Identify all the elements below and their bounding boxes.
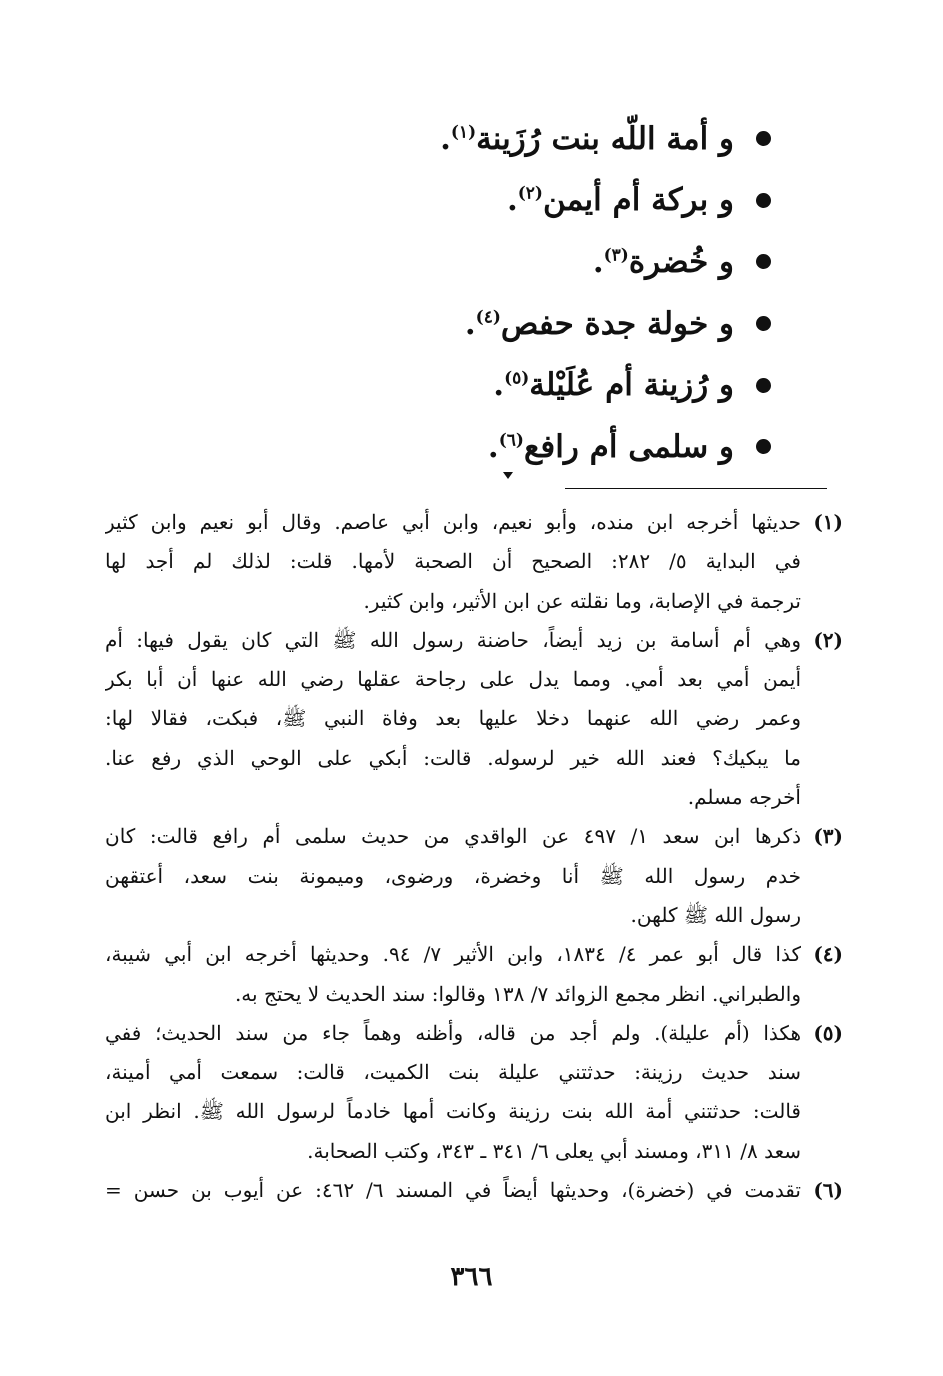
bullet-item: [331, 354, 771, 416]
footnote-ref[interactable]: (٢): [517, 184, 543, 205]
footnote-line: قالت: حدثتني أمة الله بنت رزينة وكانت أمها خادماً لرسول الله ﷺ. انظر ابن: [105, 1099, 801, 1124]
footnote-line: رسول الله ﷺ كلهن.: [630, 902, 801, 927]
footnote-line: سند حديث رزينة: حدثتني عليلة بنت الكميت، قالت: سمعت أمي أمينة،: [105, 1060, 801, 1085]
footnote-number: (١): [813, 510, 843, 534]
footnote-ref[interactable]: (١): [450, 122, 477, 143]
footnote-4: [105, 935, 843, 1014]
footnote-number: (٦): [813, 1178, 843, 1203]
footnote-line: تقدمت في (خضرة)، وحديثها أيضاً في المسند ٦/ ٤٦٢: عن أيوب بن حسن =: [105, 1178, 801, 1203]
bullet-list: [331, 108, 771, 478]
footnote-ref[interactable]: (٥): [504, 368, 530, 389]
footnote-5: [105, 1014, 843, 1171]
footnote-text: [105, 935, 801, 1014]
bullet-dot-icon: [756, 316, 771, 331]
bullet-text: و خولة جدة حفص$^{(٤)}$.: [464, 305, 734, 342]
footnote-3: [105, 817, 843, 935]
bullet-dot-icon: [756, 254, 771, 269]
footnote-text: [105, 1014, 801, 1171]
bullet-item: [331, 231, 771, 293]
footnote-ref[interactable]: (٤): [475, 307, 501, 328]
footnote-ref[interactable]: (٣): [603, 245, 629, 266]
bullet-text: و بركة أم أيمن$^{(٢)}$.: [506, 182, 734, 219]
footnote-number: (٢): [813, 627, 843, 652]
footnote-line: حديثها أخرجه ابن منده، وأبو نعيم، وابن أبي عاصم. وقال أبو نعيم وابن كثير: [105, 510, 801, 534]
footnote-divider: [565, 488, 827, 489]
footnote-line: ما يبكيك؟ فعند الله خير لرسوله. قالت: أبكي على الوحي الذي رفع عنا.: [105, 745, 801, 770]
bullet-item: [331, 108, 771, 170]
bullet-dot-icon: [756, 131, 771, 146]
bullet-item: [331, 416, 771, 478]
bullet-item: [331, 170, 771, 232]
footnote-6: [105, 1171, 843, 1210]
footnote-2: [105, 621, 843, 817]
footnote-line: ترجمة في الإصابة، وما نقلته عن ابن الأثير، وابن كثير.: [363, 588, 801, 613]
footnote-text: [105, 503, 801, 621]
bullet-text: و سلمى أم رافع$^{(٦)}$.: [487, 428, 734, 465]
bullet-dot-icon: [756, 193, 771, 208]
footnote-line: ذكرها ابن سعد ١/ ٤٩٧ عن الواقدي من حديث سلمى أم رافع قالت: كان: [105, 824, 801, 849]
footnote-line: خدم رسول الله ﷺ أنا وخضرة، ورضوى، وميمونة بنت سعد، أعتقهن: [105, 863, 801, 888]
footnote-line: في البداية ٥/ ٢٨٢: الصحيح أن الصحبة لأمها. قلت: لذلك لم أجد لها: [105, 549, 801, 574]
bullet-text: و خُضرة$^{(٣)}$.: [592, 243, 734, 280]
footnote-line: أيمن أمي بعد أمي. ومما يدل على رجاحة عقلها رضي الله عنها أن أبا بكر: [105, 667, 801, 692]
footnote-ref[interactable]: (٦): [498, 430, 524, 451]
bullet-text: و رُزينة أم عُلَيْلة$^{(٥)}$.: [493, 367, 734, 404]
footnote-number: (٤): [813, 942, 843, 967]
footnote-number: (٥): [813, 1020, 843, 1045]
footnote-line: وهي أم أسامة بن زيد أيضاً، حاضنة رسول الله ﷺ التي كان يقول فيها: أم: [105, 627, 801, 652]
down-triangle-icon: [503, 472, 513, 479]
bullet-text: و أمة اللّه بنت رُزَينة$^{(١)}$.: [440, 120, 734, 157]
footnote-line: كذا قال أبو عمر ٤/ ١٨٣٤، وابن الأثير ٧/ ٩٤. وحديثها أخرجه ابن أبي شيبة،: [105, 942, 801, 967]
footnote-text: [105, 621, 801, 817]
bullet-item: [331, 293, 771, 355]
footnotes-section: [105, 503, 843, 1210]
footnote-line: والطبراني. انظر مجمع الزوائد ٧/ ١٣٨ وقالوا: سند الحديث لا يحتج به.: [234, 981, 801, 1006]
bullet-dot-icon: [756, 378, 771, 393]
footnote-text: [105, 817, 801, 935]
footnote-text: [105, 1171, 801, 1210]
footnote-1: [105, 503, 843, 621]
footnote-line: سعد ٨/ ٣١١، ومسند أبي يعلى ٦/ ٣٤١ ـ ٣٤٣، وكتب الصحابة.: [307, 1138, 801, 1163]
bullet-dot-icon: [756, 439, 771, 454]
footnote-number: (٣): [813, 824, 843, 849]
footnote-line: وعمر رضي الله عنهما دخلا عليها بعد وفاة النبي ﷺ، فبكت، فقالا لها:: [105, 706, 801, 731]
footnote-line: هكذا (أم عليلة). ولم أجد من قاله، وأظنه وهماً جاء من سند الحديث؛ ففي: [105, 1020, 801, 1045]
page-number: ٣٦٦: [450, 1262, 493, 1292]
footnote-line: أخرجه مسلم.: [687, 785, 801, 810]
